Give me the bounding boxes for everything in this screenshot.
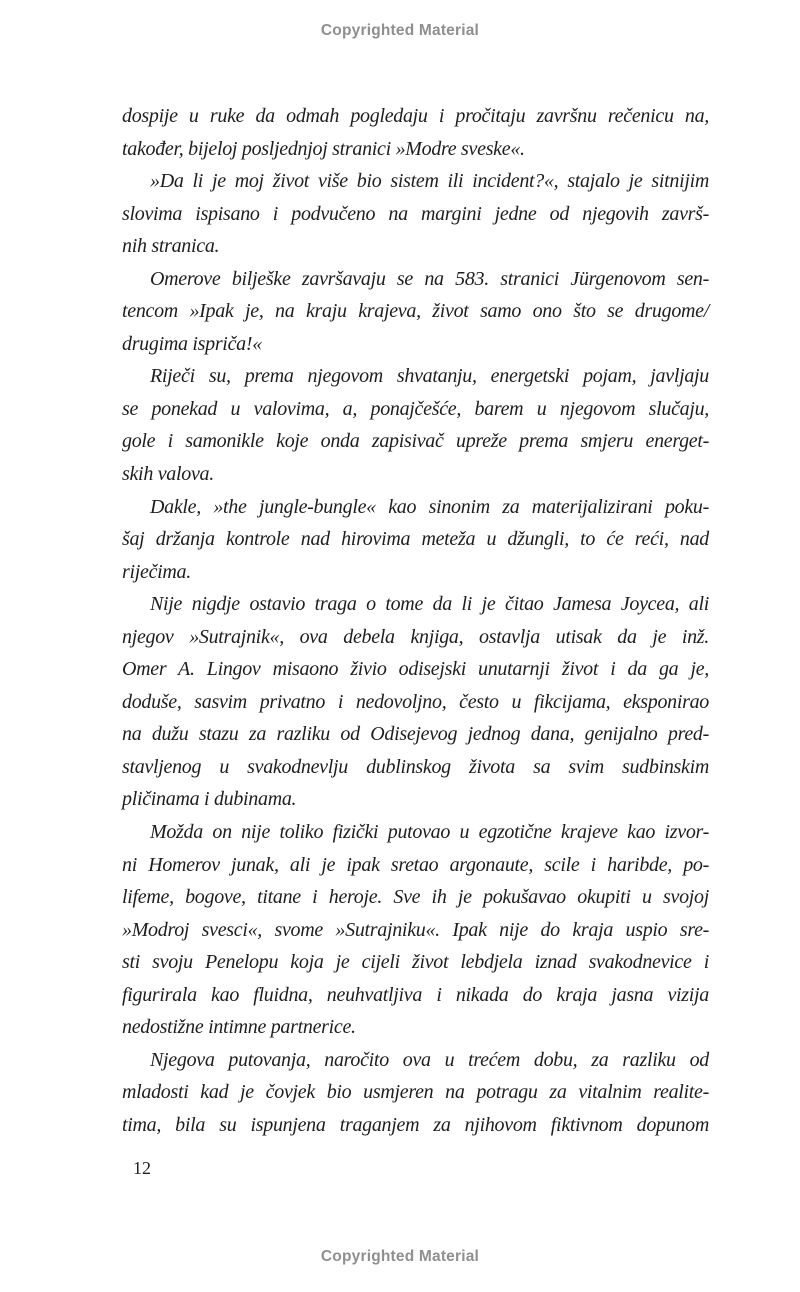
paragraph [122, 816, 709, 1044]
page-number: 12 [133, 1158, 151, 1178]
text-line: Omer A. Lingov misaono živio odisejski unutarnji život i da ga je, [122, 658, 709, 681]
text-line: Dakle, »the jungle-bungle« kao sinonim za materijalizirani poku- [150, 495, 709, 518]
paragraph [122, 1044, 709, 1142]
text-line: »Da li je moj život više bio sistem ili incident?«, stajalo je sitnijim [150, 170, 709, 193]
text-line: Omerove bilješke završavaju se na 583. stranici Jürgenovom sen- [150, 267, 709, 290]
paragraph [122, 263, 709, 361]
text-line: mladosti kad je čovjek bio usmjeren na potragu za vitalnim realite- [122, 1081, 709, 1104]
text-line: slovima ispisano i podvučeno na margini jedne od njegovih završ- [122, 202, 709, 225]
text-line: Možda on nije toliko fizički putovao u egzotične krajeve kao izvor- [150, 821, 709, 844]
text-line: se ponekad u valovima, a, ponajčešće, barem u njegovom slučaju, [122, 397, 709, 420]
text-line: njegov »Sutrajnik«, ova debela knjiga, ostavlja utisak da je inž. [122, 625, 709, 648]
text-line: dospije u ruke da odmah pogledaju i pročitaju završnu rečenicu na, [122, 105, 709, 127]
paragraph [122, 491, 709, 589]
text-line: tima, bila su ispunjena traganjem za njihovom fiktivnom dopunom [122, 1113, 709, 1136]
paragraph [122, 100, 709, 165]
paragraph [122, 360, 709, 490]
text-line: riječima. [122, 560, 191, 583]
text-line: »Modroj svesci«, svome »Sutrajniku«. Ipak nije do kraja uspio sre- [122, 918, 709, 941]
text-line: figurirala kao fluidna, neuhvatljiva i nikada do kraja jasna vizija [122, 983, 709, 1006]
text-line: pličinama i dubinama. [122, 788, 297, 811]
text-line: Riječi su, prema njegovom shvatanju, energetski pojam, javljaju [150, 365, 709, 388]
text-line: sti svoju Penelopu koja je cijeli život lebdjela iznad svakodnevice i [122, 951, 709, 974]
paragraph [122, 165, 709, 263]
text-line: tencom »Ipak je, na kraju krajeva, život samo ono što se drugome/ [122, 300, 709, 323]
text-line: ni Homerov junak, ali je ipak sretao argonaute, scile i haribde, po- [122, 853, 709, 876]
book-page-text [122, 100, 709, 1142]
text-line: na dužu stazu za razliku od Odisejevog jednog dana, genijalno pred- [122, 723, 709, 746]
text-line: gole i samonikle koje onda zapisivač upreže prema smjeru energet- [122, 430, 709, 453]
copyright-notice-top: Copyrighted Material [320, 22, 480, 39]
copyright-notice-bottom: Copyrighted Material [320, 1248, 480, 1265]
text-line: također, bijeloj posljednjoj stranici »Modre sveske«. [122, 137, 525, 160]
text-line: Njegova putovanja, naročito ova u trećem dobu, za razliku od [150, 1048, 709, 1071]
paragraph [122, 588, 709, 816]
text-line: drugima ispriča!« [122, 332, 262, 355]
text-line: Nije nigdje ostavio traga o tome da li je čitao Jamesa Joycea, ali [150, 593, 709, 616]
text-line: lifeme, bogove, titane i heroje. Sve ih je pokušavao okupiti u svojoj [122, 886, 709, 909]
text-line: šaj držanja kontrole nad hirovima meteža u džungli, to će reći, nad [122, 528, 709, 551]
text-line: doduše, sasvim privatno i nedovoljno, često u fikcijama, eksponirao [122, 690, 709, 713]
text-line: nedostižne intimne partnerice. [122, 1016, 356, 1039]
text-line: stavljenog u svakodnevlju dublinskog života sa svim sudbinskim [122, 755, 709, 778]
text-line: nih stranica. [122, 235, 220, 258]
text-line: skih valova. [122, 463, 214, 486]
